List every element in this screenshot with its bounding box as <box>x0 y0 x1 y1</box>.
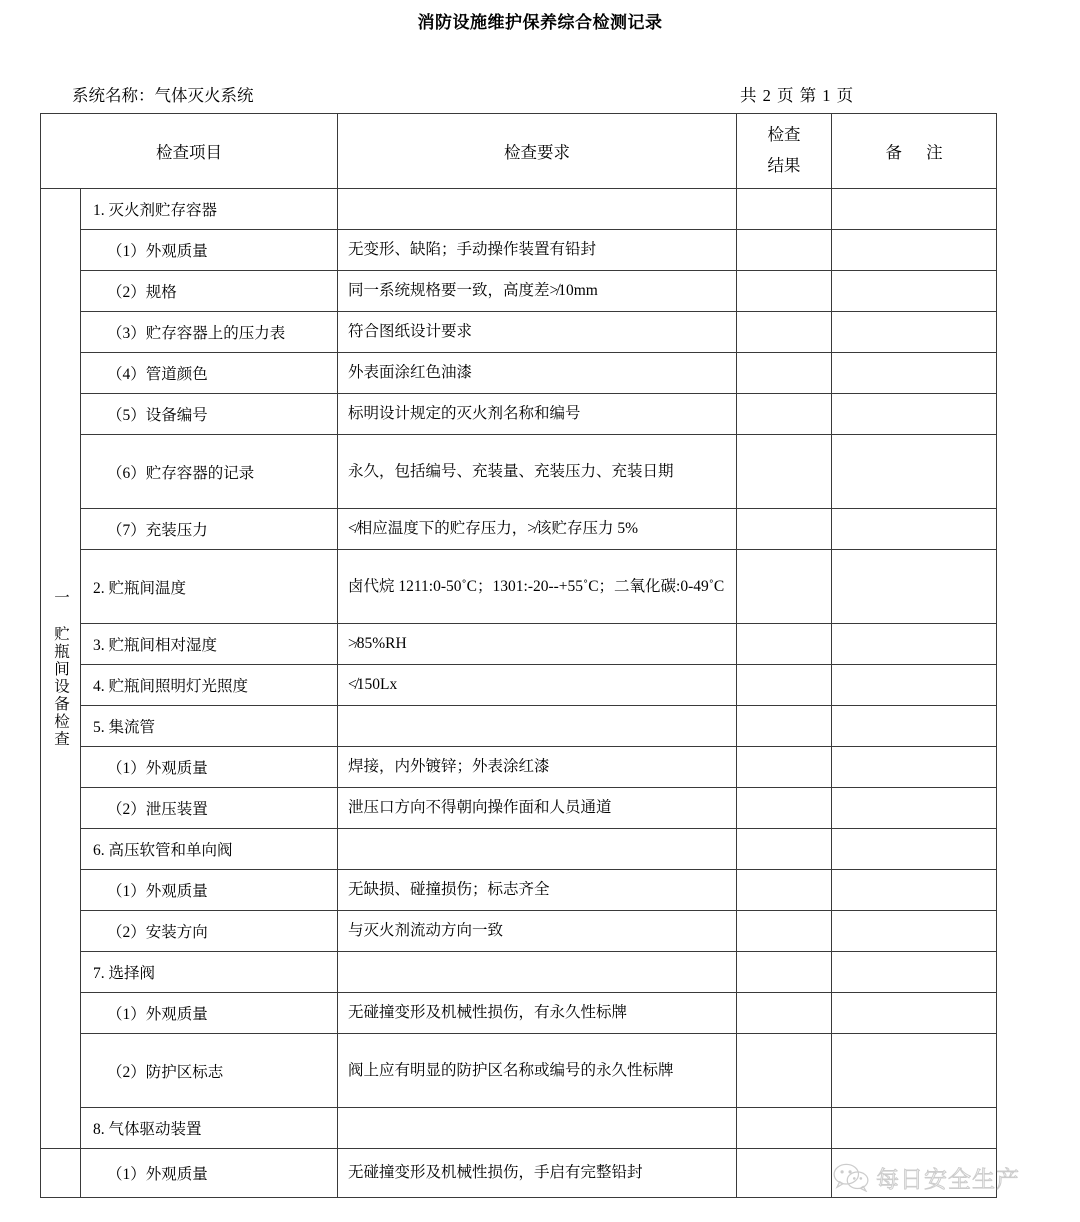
row-note-cell[interactable] <box>832 870 997 911</box>
header-note <box>832 114 997 189</box>
row-item: 7. 选择阀 <box>81 952 338 993</box>
row-note-cell[interactable] <box>832 1034 997 1108</box>
watermark-label: 每日安全生产 <box>876 1165 1020 1192</box>
table-row <box>41 1108 997 1149</box>
row-requirement <box>338 706 737 747</box>
row-note-cell[interactable] <box>832 788 997 829</box>
header-note-label: 备 注 <box>885 143 953 162</box>
row-requirement: ≮150Lx <box>338 665 737 706</box>
row-item: 8. 气体驱动装置 <box>81 1108 338 1149</box>
row-requirement: 无缺损、碰撞损伤；标志齐全 <box>338 870 737 911</box>
header-result-line2: 结果 <box>767 156 801 175</box>
row-note-cell[interactable] <box>832 911 997 952</box>
row-requirement: 外表面涂红色油漆 <box>338 353 737 394</box>
table-row <box>41 870 997 911</box>
row-requirement: 同一系统规格要一致，高度差≯10mm <box>338 271 737 312</box>
row-result-cell[interactable] <box>737 706 832 747</box>
row-result-cell[interactable] <box>737 394 832 435</box>
row-note-cell[interactable] <box>832 435 997 509</box>
row-result-cell[interactable] <box>737 435 832 509</box>
row-result-cell[interactable] <box>737 665 832 706</box>
table-row <box>41 1149 997 1198</box>
page-title: 消防设施维护保养综合检测记录 <box>417 13 663 32</box>
row-requirement <box>338 952 737 993</box>
row-note-cell[interactable] <box>832 1149 997 1198</box>
row-result-cell[interactable] <box>737 829 832 870</box>
page-indicator: 共 2 页 第 1 页 <box>740 86 855 105</box>
table-row <box>41 829 997 870</box>
row-result-cell[interactable] <box>737 870 832 911</box>
row-result-cell[interactable] <box>737 911 832 952</box>
row-result-cell[interactable] <box>737 353 832 394</box>
table-row <box>41 435 997 509</box>
row-note-cell[interactable] <box>832 952 997 993</box>
row-item: （7）充装压力 <box>81 509 338 550</box>
row-requirement: 与灭火剂流动方向一致 <box>338 911 737 952</box>
table-row <box>41 189 997 230</box>
row-item: （1）外观质量 <box>81 1149 338 1198</box>
row-result-cell[interactable] <box>737 1108 832 1149</box>
table-row <box>41 788 997 829</box>
row-requirement: 卤代烷 1211:0-50˚C；1301:-20--+55˚C；二氧化碳:0-49˚C <box>338 550 737 624</box>
row-result-cell[interactable] <box>737 230 832 271</box>
section-label-text: 一 贮瓶间设备检查 <box>52 589 70 748</box>
row-item: （1）外观质量 <box>81 870 338 911</box>
row-item: （1）外观质量 <box>81 230 338 271</box>
table-body <box>41 189 997 1198</box>
table-row <box>41 1034 997 1108</box>
row-result-cell[interactable] <box>737 624 832 665</box>
header-result-line1: 检查 <box>767 125 801 145</box>
row-requirement: 泄压口方向不得朝向操作面和人员通道 <box>338 788 737 829</box>
table-row <box>41 747 997 788</box>
row-note-cell[interactable] <box>832 829 997 870</box>
row-item: （1）外观质量 <box>81 747 338 788</box>
table-row <box>41 911 997 952</box>
row-result-cell[interactable] <box>737 271 832 312</box>
row-note-cell[interactable] <box>832 993 997 1034</box>
row-item: 1. 灭火剂贮存容器 <box>81 189 338 230</box>
header-item: 检查项目 <box>41 114 338 189</box>
row-note-cell[interactable] <box>832 353 997 394</box>
row-requirement: 符合图纸设计要求 <box>338 312 737 353</box>
row-requirement: 焊接，内外镀锌；外表涂红漆 <box>338 747 737 788</box>
row-note-cell[interactable] <box>832 550 997 624</box>
row-requirement: ≯85%RH <box>338 624 737 665</box>
row-note-cell[interactable] <box>832 1108 997 1149</box>
row-requirement: 无变形、缺陷；手动操作装置有铅封 <box>338 230 737 271</box>
row-note-cell[interactable] <box>832 230 997 271</box>
header-result <box>737 114 832 189</box>
table-row <box>41 312 997 353</box>
table-header-row <box>41 114 997 189</box>
row-note-cell[interactable] <box>832 509 997 550</box>
row-requirement: 永久，包括编号、充装量、充装压力、充装日期 <box>338 435 737 509</box>
row-result-cell[interactable] <box>737 550 832 624</box>
sub-header <box>40 82 998 110</box>
section-label <box>41 1149 81 1198</box>
row-note-cell[interactable] <box>832 624 997 665</box>
row-requirement <box>338 1108 737 1149</box>
row-result-cell[interactable] <box>737 1034 832 1108</box>
row-note-cell[interactable] <box>832 189 997 230</box>
row-result-cell[interactable] <box>737 312 832 353</box>
table-row <box>41 394 997 435</box>
row-note-cell[interactable] <box>832 747 997 788</box>
row-requirement: 标明设计规定的灭火剂名称和编号 <box>338 394 737 435</box>
row-requirement <box>338 829 737 870</box>
table-row <box>41 952 997 993</box>
section-label <box>41 189 81 1149</box>
table-row <box>41 353 997 394</box>
header-requirement: 检查要求 <box>338 114 737 189</box>
table-row <box>41 230 997 271</box>
table-row <box>41 665 997 706</box>
row-result-cell[interactable] <box>737 788 832 829</box>
row-item: 2. 贮瓶间温度 <box>81 550 338 624</box>
table-row <box>41 271 997 312</box>
row-item: （2）安装方向 <box>81 911 338 952</box>
row-item: （6）贮存容器的记录 <box>81 435 338 509</box>
row-result-cell[interactable] <box>737 993 832 1034</box>
row-note-cell[interactable] <box>832 394 997 435</box>
table-row <box>41 993 997 1034</box>
row-item: （2）泄压装置 <box>81 788 338 829</box>
row-note-cell[interactable] <box>832 665 997 706</box>
system-name: 系统名称：气体灭火系统 <box>72 86 254 105</box>
row-requirement: 无碰撞变形及机械性损伤，有永久性标牌 <box>338 993 737 1034</box>
row-requirement: ≮相应温度下的贮存压力，≯该贮存压力 5% <box>338 509 737 550</box>
table-row <box>41 509 997 550</box>
row-item: （1）外观质量 <box>81 993 338 1034</box>
row-result-cell[interactable] <box>737 747 832 788</box>
row-requirement: 无碰撞变形及机械性损伤，手启有完整铅封 <box>338 1149 737 1198</box>
row-item: 6. 高压软管和单向阀 <box>81 829 338 870</box>
row-item: 5. 集流管 <box>81 706 338 747</box>
table-row <box>41 624 997 665</box>
table-row <box>41 550 997 624</box>
row-result-cell[interactable] <box>737 509 832 550</box>
table-row <box>41 706 997 747</box>
row-result-cell[interactable] <box>737 189 832 230</box>
row-item: 3. 贮瓶间相对湿度 <box>81 624 338 665</box>
inspection-table <box>40 113 997 1198</box>
row-requirement <box>338 189 737 230</box>
row-result-cell[interactable] <box>737 952 832 993</box>
row-item: （4）管道颜色 <box>81 353 338 394</box>
row-item: （3）贮存容器上的压力表 <box>81 312 338 353</box>
row-note-cell[interactable] <box>832 706 997 747</box>
row-note-cell[interactable] <box>832 271 997 312</box>
row-requirement: 阀上应有明显的防护区名称或编号的永久性标牌 <box>338 1034 737 1108</box>
row-item: （2）防护区标志 <box>81 1034 338 1108</box>
row-item: （2）规格 <box>81 271 338 312</box>
row-item: （5）设备编号 <box>81 394 338 435</box>
row-result-cell[interactable] <box>737 1149 832 1198</box>
row-note-cell[interactable] <box>832 312 997 353</box>
row-item: 4. 贮瓶间照明灯光照度 <box>81 665 338 706</box>
